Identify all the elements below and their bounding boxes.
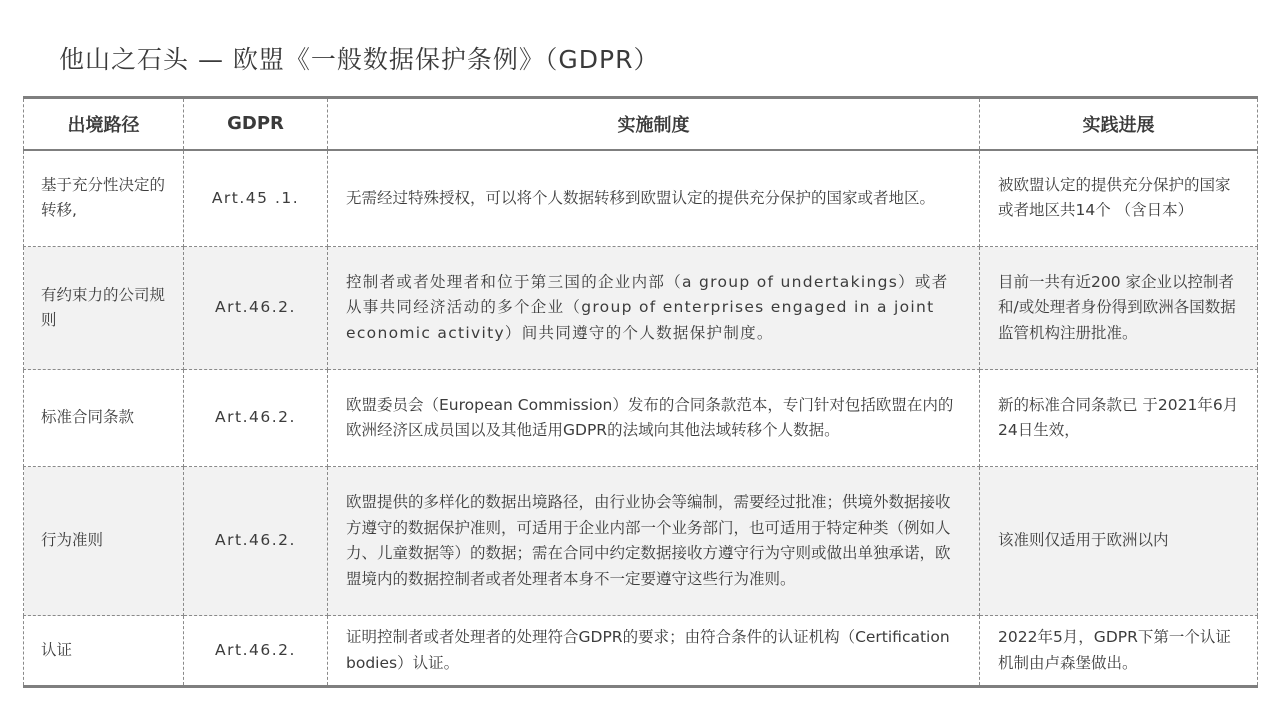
cell-gdpr-article: Art.45 .1. (184, 150, 328, 247)
table-row (24, 150, 1258, 247)
table-row (24, 467, 1258, 616)
cell-implementation: 欧盟提供的多样化的数据出境路径，由行业协会等编制，需要经过批准；供境外数据接收方遵守的数据保护准则，可适用于企业内部一个业务部门，也可适用于特定种类（例如人力、儿童数据等）的数据；需在合同中约定数据接收方遵守行为守则或做出单独承诺，欧盟境内的数据控制者或者处理者本身不一定要遵守这些行为准则。 (328, 467, 980, 616)
cell-transfer-path: 行为准则 (24, 467, 184, 616)
cell-gdpr-article: Art.46.2. (184, 467, 328, 616)
cell-implementation: 控制者或者处理者和位于第三国的企业内部（a group of undertakings）或者从事共同经济活动的多个企业（group of enterprises engaged in a joint economic activity）间共同遵守的个人数据保护制度。 (328, 247, 980, 370)
cell-progress: 2022年5月，GDPR下第一个认证机制由卢森堡做出。 (980, 616, 1258, 687)
cell-implementation: 无需经过特殊授权，可以将个人数据转移到欧盟认定的提供充分保护的国家或者地区。 (328, 150, 980, 247)
cell-implementation: 欧盟委员会（European Commission）发布的合同条款范本，专门针对包括欧盟在内的欧洲经济区成员国以及其他适用GDPR的法域向其他法域转移个人数据。 (328, 370, 980, 467)
cell-transfer-path: 标准合同条款 (24, 370, 184, 467)
header-implementation: 实施制度 (328, 98, 980, 150)
header-gdpr: GDPR (184, 98, 328, 150)
table-row (24, 370, 1258, 467)
cell-progress: 该准则仅适用于欧洲以内 (980, 467, 1258, 616)
cell-progress: 新的标准合同条款已 于2021年6月24日生效， (980, 370, 1258, 467)
table-header-row (24, 98, 1258, 150)
page-title: 他山之石头 — 欧盟《一般数据保护条例》（GDPR） (59, 45, 660, 74)
cell-transfer-path: 认证 (24, 616, 184, 687)
cell-implementation: 证明控制者或者处理者的处理符合GDPR的要求；由符合条件的认证机构（Certification bodies）认证。 (328, 616, 980, 687)
cell-progress: 被欧盟认定的提供充分保护的国家或者地区共14个 （含日本） (980, 150, 1258, 247)
cell-gdpr-article: Art.46.2. (184, 247, 328, 370)
cell-progress: 目前一共有近200 家企业以控制者和/或处理者身份得到欧洲各国数据监管机构注册批准。 (980, 247, 1258, 370)
cell-transfer-path: 有约束力的公司规则 (24, 247, 184, 370)
header-progress: 实践进展 (980, 98, 1258, 150)
header-transfer-path: 出境路径 (24, 98, 184, 150)
table-row (24, 247, 1258, 370)
cell-gdpr-article: Art.46.2. (184, 616, 328, 687)
table-row (24, 616, 1258, 687)
cell-transfer-path: 基于充分性决定的转移, (24, 150, 184, 247)
cell-gdpr-article: Art.46.2. (184, 370, 328, 467)
gdpr-transfer-table (23, 96, 1258, 688)
